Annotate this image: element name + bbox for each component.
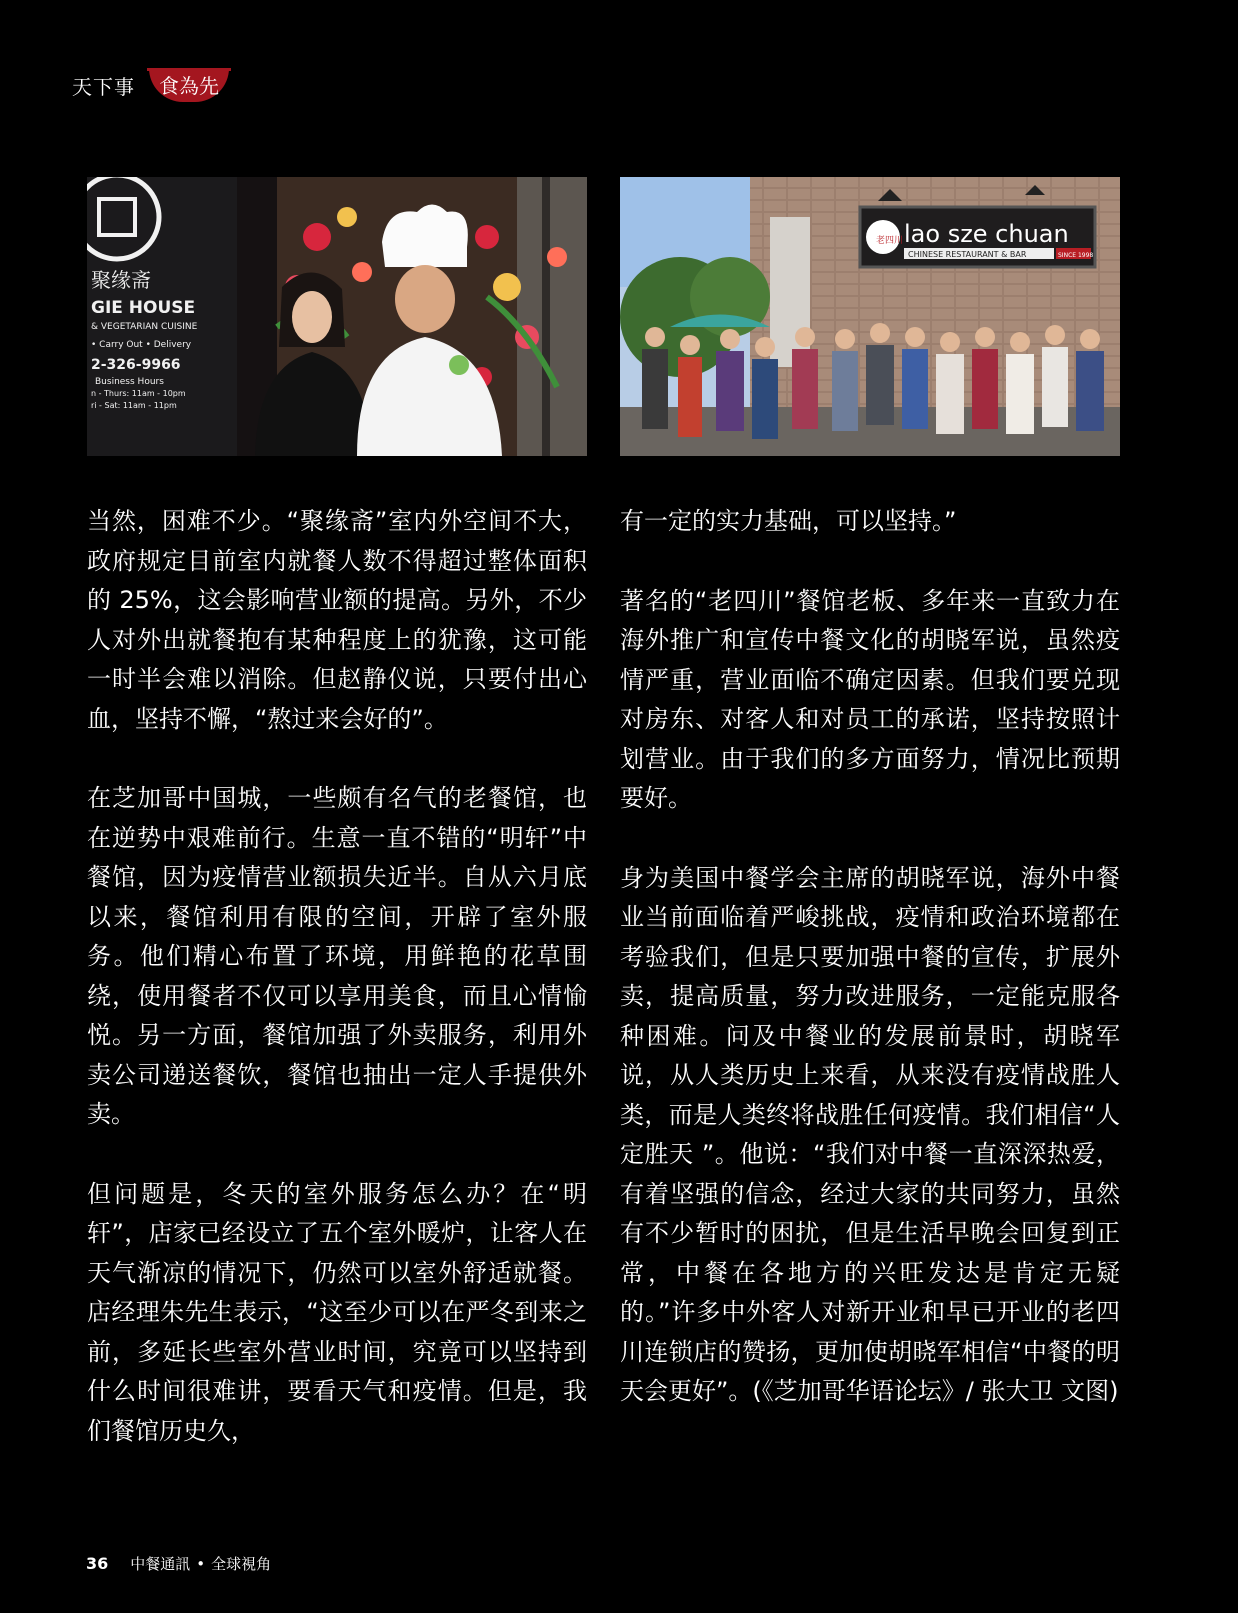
page-header (72, 68, 229, 102)
sign-hours-weekday: n - Thurs: 11am - 10pm (91, 389, 186, 398)
footer-separator: • (196, 1554, 206, 1573)
paragraph: 当然，困难不少。“聚缘斋”室内外空间不大，政府规定目前室内就餐人数不得超过整体面积的 25%，这会影响营业额的提高。另外，不少人对外出就餐抱有某种程度上的犹豫，这可能一时半会难以消除。但赵静仪说，只要付出心血，坚持不懈，“熬过来会好的”。 (87, 507, 587, 733)
column-name: 全球視角 (211, 1555, 272, 1573)
paragraph: 著名的“老四川”餐馆老板、多年来一直致力在海外推广和宣传中餐文化的胡晓军说，虽然疫情严重，营业面临不确定因素。但我们要兑现对房东、对客人和对员工的承诺，坚持按照计划营业。由于我们的多方面努力，情况比预期要好。 (620, 586, 1120, 812)
magazine-name: 中餐通訊 (130, 1555, 191, 1573)
sign-services: • Carry Out • Delivery (91, 340, 192, 350)
sign-restaurant-sub: CHINESE RESTAURANT & BAR (908, 250, 1027, 259)
sign-restaurant-name: lao sze chuan (904, 220, 1069, 248)
sign-since: SINCE 1998 (1058, 252, 1094, 259)
article-column-right (620, 502, 1120, 1452)
sign-hours-title: Business Hours (95, 377, 164, 387)
page-number: 36 (86, 1554, 109, 1573)
sign-chinese-name: 聚缘斋 (91, 268, 151, 292)
paragraph: 有一定的实力基础，可以坚持。” (620, 507, 957, 535)
photo-lao-sze-chuan-group (620, 177, 1120, 456)
sign-cuisine: & VEGETARIAN CUISINE (91, 322, 198, 332)
section-badge-text: 食為先 (159, 74, 219, 98)
paragraph: 但问题是，冬天的室外服务怎么办？在“明轩”，店家已经设立了五个室外暖炉，让客人在天气渐凉的情况下，仍然可以室外舒适就餐。店经理朱先生表示，“这至少可以在严冬到来之前，多延长些室外营业时间，究竟可以坚持到什么时间很难讲，要看天气和疫情。但是，我们餐馆历史久， (87, 1179, 587, 1445)
sign-phone: 2-326-9966 (91, 357, 181, 373)
sign-hours-weekend: ri - Sat: 11am - 11pm (91, 401, 177, 410)
bowl-badge (149, 68, 229, 102)
page-footer (86, 1553, 271, 1574)
section-title: 天下事 (72, 74, 135, 99)
sign-logo-text: 老四川 (876, 236, 904, 246)
photo-storefront-chef (87, 177, 587, 456)
sign-english-name: GIE HOUSE (91, 298, 196, 318)
paragraph: 在芝加哥中国城，一些颇有名气的老餐馆，也在逆势中艰难前行。生意一直不错的“明轩”中餐馆，因为疫情营业额损失近半。自从六月底以来，餐馆利用有限的空间，开辟了室外服务。他们精心布置了环境，用鲜艳的花草围绕，使用餐者不仅可以享用美食，而且心情愉悦。另一方面，餐馆加强了外卖服务，利用外卖公司递送餐饮，餐馆也抽出一定人手提供外卖。 (87, 784, 587, 1128)
paragraph: 身为美国中餐学会主席的胡晓军说，海外中餐业当前面临着严峻挑战，疫情和政治环境都在考验我们，但是只要加强中餐的宣传，扩展外卖，提高质量，努力改进服务，一定能克服各种困难。问及中餐业的发展前景时，胡晓军说，从人类历史上来看，从来没有疫情战胜人类，而是人类终将战胜任何疫情。我们相信“人定胜天 ”。他说：“我们对中餐一直深深热爱，有着坚强的信念，经过大家的共同努力，虽然有不少暂时的困扰，但是生活早晚会回复到正常，中餐在各地方的兴旺发达是肯定无疑的。”许多中外客人对新开业和早已开业的老四川连锁店的赞扬，更加使胡晓军相信“中餐的明天会更好”。(《芝加哥华语论坛》/ 张大卫 文图) (620, 863, 1120, 1405)
article-column-left (87, 502, 587, 1491)
